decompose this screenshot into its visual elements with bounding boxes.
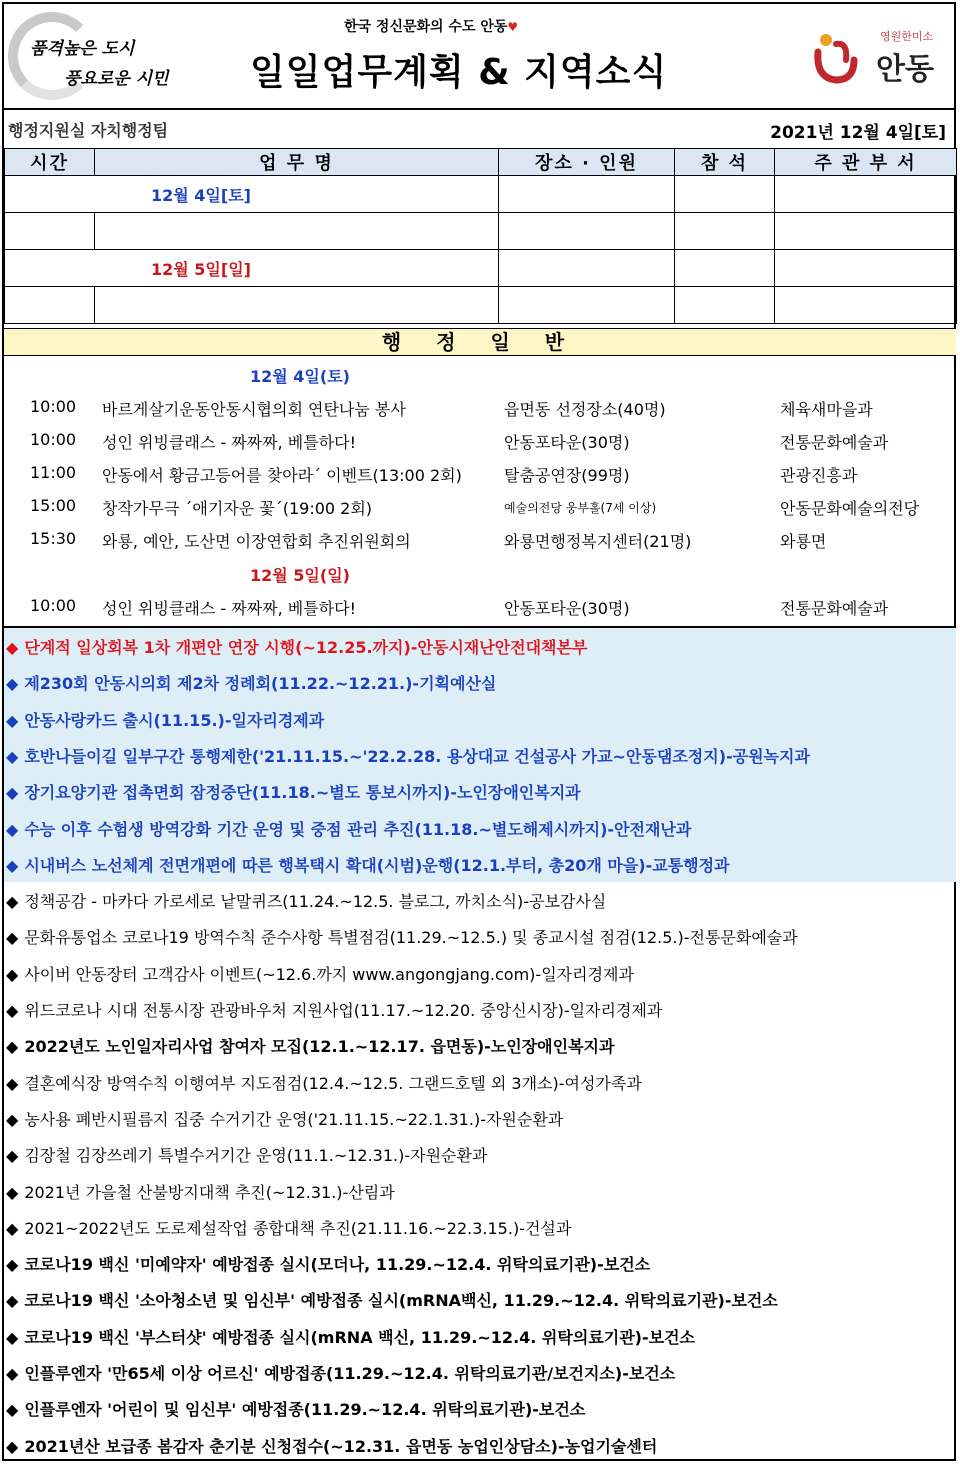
notice-text: 인플루엔자 '만65세 이상 어르신' 예방접종(11.29.~12.4. 위탁의료기관/보건지소)-보건소 [24,1364,676,1383]
col-task-header: 업 무 명 [95,149,499,176]
event-dept: 체육새마을과 [780,400,873,419]
notice-text: 2021~2022년도 도로제설작업 종합대책 추진(21.11.16.~22.3.15.)-건설과 [24,1218,572,1238]
table-row [5,213,957,250]
notice-item [6,1071,642,1094]
table-cell [675,250,775,287]
notice-text: 코로나19 백신 '부스터샷' 예방접종 실시(mRNA 백신, 11.29.~12.4. 위탁의료기관)-보건소 [24,1327,695,1347]
notice-item [6,817,691,840]
day2-label: 12월 5일[일] [5,250,499,287]
notice-item [6,1325,695,1348]
notice-text: 코로나19 백신 '미예약자' 예방접종 실시(모더나, 11.29.~12.4. 위탁의료기관)-보건소 [24,1255,651,1275]
diamond-bullet-icon: ◆ [6,928,19,948]
report-date: 2021년 12월 4일[토] [770,123,946,143]
notice-item [6,780,581,803]
event-row [4,397,956,419]
notice-item [6,1288,778,1311]
table-cell [775,176,957,213]
diamond-bullet-icon: ◆ [6,674,19,694]
notice-text: 결혼예식장 방역수칙 이행여부 지도점검(12.4.~12.5. 그랜드호텔 외 3개소)-여성가족과 [24,1073,642,1093]
table-cell [499,250,675,287]
andong-logo [812,24,952,94]
table-cell [499,213,675,250]
slogan-line1: 품격높은 도시 [30,39,135,59]
notice-item [6,925,798,948]
table-row [5,250,957,287]
table-cell [5,287,95,324]
table-cell [95,213,499,250]
diamond-bullet-icon: ◆ [6,638,19,657]
event-name: 성인 위빙클래스 - 짜짜짜, 베틀하다! [102,599,357,618]
notice-text: 수능 이후 수험생 방역강화 기간 운영 및 중점 관리 추진(11.18.~별도해제시까지)-안전재난과 [24,819,692,839]
table-cell [675,287,775,324]
diamond-bullet-icon: ◆ [6,1001,19,1020]
table-cell [5,213,95,250]
schedule-header-row [5,149,957,176]
event-time: 10:00 [30,596,77,615]
notice-text: 정책공감 - 마카다 가로세로 낱말퀴즈(11.24.~12.5. 블로그, 까치소식)-공보감사실 [24,892,607,912]
diamond-bullet-icon: ◆ [6,819,19,839]
admin-day2-label: 12월 5일(일) [250,566,350,585]
notice-text: 김장철 김장쓰레기 특별수거기간 운영(11.1.~12.31.)-자원순환과 [24,1146,488,1166]
event-name: 성인 위빙클래스 - 짜짜짜, 베틀하다! [102,433,357,452]
event-name: 창작가무극 ´애기자운 꽃´(19:00 2회) [102,499,373,518]
event-place: 안동포타운(30명) [504,433,630,452]
notice-item [6,962,634,985]
notice-item [6,998,662,1021]
notice-text: 2022년도 노인일자리사업 참여자 모집(12.1.~12.17. 읍면동)-노인장애인복지과 [24,1037,615,1057]
diamond-bullet-icon: ◆ [6,1291,19,1311]
table-cell [775,287,957,324]
notice-item [6,1434,657,1457]
event-dept: 안동문화예술의전당 [780,499,920,518]
slogan-badge [8,12,168,100]
notice-text: 단계적 일상회복 1차 개편안 연장 시행(~12.25.까지)-안동시재난안전대책본부 [24,638,588,657]
col-dept-header: 주 관 부 서 [775,149,957,176]
notice-text: 제230회 안동시의회 제2차 정례회(11.22.~12.21.)-기획예산실 [24,674,497,694]
diamond-bullet-icon: ◆ [6,1109,19,1129]
notice-item [6,889,606,912]
slogan-line2: 풍요로운 시민 [64,69,169,89]
notice-item [6,1180,395,1203]
notice-item [6,744,810,767]
event-place: 탈춤공연장(99명) [504,466,630,485]
event-place: 와룡면행정복지센터(21명) [504,532,692,551]
department-name: 행정지원실 자치행정팀 [8,121,169,140]
diamond-bullet-icon: ◆ [6,1182,19,1202]
notice-text: 문화유통업소 코로나19 방역수칙 준수사항 특별점검(11.29.~12.5.) 및 종교시설 점검(12.5.)-전통문화예술과 [24,928,798,948]
event-name: 바르게살기운동안동시협의회 연탄나눔 봉사 [102,400,406,419]
table-cell [95,287,499,324]
notice-text: 안동사랑카드 출시(11.15.)-일자리경제과 [24,710,325,730]
col-time-header: 시간 [5,149,95,176]
notice-text: 농사용 폐반시필름지 집중 수거기간 운영('21.11.15.~22.1.31.)-자원순환과 [24,1109,564,1129]
logo-name: 안동 [876,52,934,87]
subtitle-text: 한국 정신문화의 수도 안동 [344,19,508,35]
event-dept: 전통문화예술과 [780,599,889,618]
event-row [4,496,956,518]
diamond-bullet-icon: ◆ [6,1400,19,1420]
andong-logo-icon [812,30,860,86]
notice-item [6,1034,614,1057]
event-time: 11:00 [30,463,77,482]
event-row [4,529,956,551]
event-place: 안동포타운(30명) [504,599,630,618]
diamond-bullet-icon: ◆ [6,1364,19,1383]
event-time: 15:30 [30,529,77,548]
diamond-bullet-icon: ◆ [6,1327,19,1347]
table-cell [775,213,957,250]
notice-text: 코로나19 백신 '소아청소년 및 임신부' 예방접종 실시(mRNA백신, 11.29.~12.4. 위탁의료기관)-보건소 [24,1291,778,1311]
page-title: 일일업무계획 & 지역소식 [250,52,668,93]
notice-item [6,1252,650,1275]
notice-item [6,671,496,694]
table-cell [499,176,675,213]
table-row [5,287,957,324]
event-time: 10:00 [30,397,77,416]
admin-day1-label: 12월 4일(토) [250,367,350,386]
diamond-bullet-icon: ◆ [6,964,19,984]
diamond-bullet-icon: ◆ [6,1073,19,1093]
notice-item [6,1397,585,1420]
notice-item [6,1107,563,1130]
diamond-bullet-icon: ◆ [6,892,19,912]
table-cell [675,176,775,213]
event-dept: 와룡면 [780,532,827,551]
notice-item [6,1216,571,1239]
table-cell [499,287,675,324]
notice-text: 위드코로나 시대 전통시장 관광바우처 지원사업(11.17.~12.20. 중앙신시장)-일자리경제과 [24,1001,663,1020]
event-place: 읍면동 선정장소(40명) [504,400,666,419]
notice-item [6,1143,487,1166]
diamond-bullet-icon: ◆ [6,1146,19,1166]
header [4,4,956,108]
notice-item [6,853,730,876]
event-dept: 전통문화예술과 [780,433,889,452]
diamond-bullet-icon: ◆ [6,855,19,875]
schedule-table [4,148,957,324]
notice-text: 장기요양기관 접촉면회 잠정중단(11.18.~별도 통보시까지)-노인장애인복지과 [24,783,581,803]
notice-text: 2021년 가을철 산불방지대책 추진(~12.31.)-산림과 [24,1182,395,1202]
col-attend-header: 참 석 [675,149,775,176]
event-row [4,463,956,485]
event-name: 와룡, 예안, 도산면 이장연합회 추진위원회의 [102,532,411,551]
table-cell [675,213,775,250]
notice-text: 시내버스 노선체계 전면개편에 따른 행복택시 확대(시범)운행(12.1.부터, 총20개 마을)-교통행정과 [24,855,730,875]
col-place-header: 장소 · 인원 [499,149,675,176]
day1-label: 12월 4일[토] [5,176,499,213]
notice-text: 2021년산 보급종 봄감자 춘기분 신청접수(~12.31. 읍면동 농업인상담소)-농업기술센터 [24,1436,658,1456]
diamond-bullet-icon: ◆ [6,1436,19,1456]
event-row [4,430,956,452]
heart-icon: ♥ [507,20,519,34]
diamond-bullet-icon: ◆ [6,1037,19,1057]
notice-item [6,708,324,731]
diamond-bullet-icon: ◆ [6,746,19,766]
diamond-bullet-icon: ◆ [6,1218,19,1238]
diamond-bullet-icon: ◆ [6,710,19,730]
event-place: 예술의전당 웅부홀(7세 이상) [504,501,657,515]
notice-item [6,635,587,658]
table-row [5,176,957,213]
event-time: 10:00 [30,430,77,449]
notice-item [6,1361,675,1384]
event-dept: 관광진흥과 [780,466,858,485]
table-cell [775,250,957,287]
notice-text: 사이버 안동장터 고객감사 이벤트(~12.6.까지 www.angongjang.com)-일자리경제과 [24,964,634,984]
event-name: 안동에서 황금고등어를 찾아라´ 이벤트(13:00 2회) [102,466,462,485]
header-subtitle [344,16,518,36]
event-time: 15:00 [30,496,77,515]
header-divider [4,108,956,110]
notice-text: 호반나들이길 일부구간 통행제한('21.11.15.~'22.2.28. 용상대교 건설공사 가교~안동댐조정지)-공원녹지과 [24,746,810,766]
event-row [4,596,956,618]
notice-text: 인플루엔자 '어린이 및 임신부' 예방접종(11.29.~12.4. 위탁의료기관)-보건소 [24,1400,586,1420]
diamond-bullet-icon: ◆ [6,1255,19,1275]
diamond-bullet-icon: ◆ [6,783,19,803]
logo-tagline: 영원한미소 [880,30,934,43]
admin-section-title: 행 정 일 반 [4,328,956,356]
